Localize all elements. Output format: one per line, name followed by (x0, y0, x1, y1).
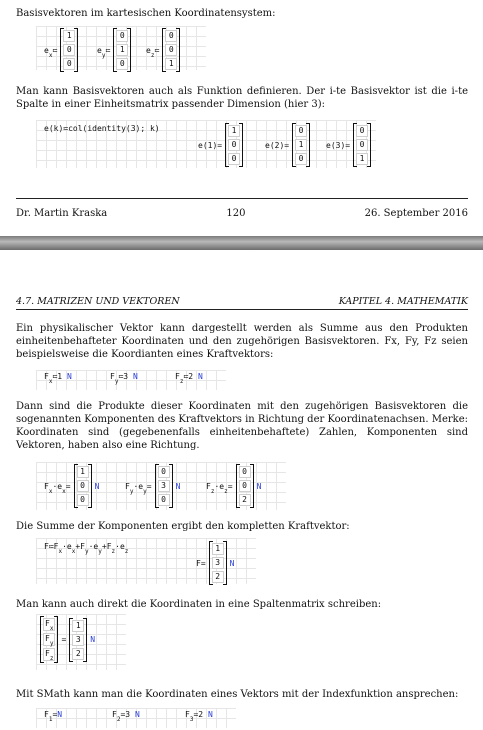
header-chapter: KAPITEL 4. MATHEMATIK (338, 296, 468, 307)
func-result-1: e(1)= 1 0 0 (198, 123, 243, 167)
paragraph-column-matrix: Man kann auch direkt die Koordinaten in eine Spaltenmatrix schreiben: (16, 599, 382, 610)
page-1 (0, 0, 483, 232)
paragraph-basis-intro: Basisvektoren im kartesischen Koordinatensystem: (16, 8, 276, 19)
matrix: 0 0 1 (162, 28, 180, 72)
footer-date: 26. September 2016 (364, 208, 468, 219)
page-2 (0, 250, 483, 730)
basis-vector-ez: $e_z≔$ 0 0 1 (146, 28, 180, 72)
func-result-2: e(2)= 0 1 0 (265, 123, 310, 167)
index-result-3: $F_3=2$ N (185, 710, 213, 723)
func-result-3: e(3)= 0 0 1 (326, 123, 371, 167)
force-coord-fy: $F_y≔3$ N (110, 372, 138, 385)
basis-vector-ex: $e_x≔$ 1 0 0 (44, 28, 78, 72)
footer-author: Dr. Martin Kraska (16, 208, 108, 219)
paragraph-index-function: Mit SMath kann man die Koordinaten eines Vektors mit der Indexfunktion ansprechen: (16, 689, 459, 700)
basis-vector-ey: $e_y≔$ 0 1 0 (97, 28, 131, 72)
running-header (16, 296, 468, 307)
footer-rule (16, 198, 468, 199)
header-section: 4.7. MATRIZEN UND VEKTOREN (16, 296, 180, 307)
matrix: 0 0 1 (353, 123, 371, 167)
component-fy: $F_y\cdot e_y=$ 0 3 0 N (125, 464, 180, 508)
matrix: 1 3 2 (69, 618, 87, 662)
index-result-2: $F_2=3$ N (112, 710, 140, 723)
matrix: 1 0 0 (225, 123, 243, 167)
matrix: 1 0 0 (60, 28, 78, 72)
matrix: 1 0 0 (74, 464, 92, 508)
footer-page-number: 120 (226, 208, 246, 219)
force-coord-fx: $F_x≔1$ N (44, 372, 72, 385)
column-matrix-expr: $F_x$ $F_y$ $F_z$ = 1 3 2 N (40, 616, 95, 663)
matrix: $F_x$ $F_y$ $F_z$ (40, 616, 58, 663)
sum-result: F= 1 3 2 N (196, 541, 234, 585)
function-definition: e(k)≔col(identity(3); k) (44, 124, 160, 133)
force-coord-fz: $F_z≔2$ N (175, 372, 203, 385)
page-break (0, 236, 483, 250)
page-footer (16, 208, 468, 219)
paragraph-basis-function: Man kann Basisvektoren auch als Funktion definieren. Der i-te Basisvektor ist die i-te Spalte in einer Einheitsmatrix passender Dimension (hier 3): (16, 86, 468, 110)
paragraph-sum: Die Summe der Komponenten ergibt den kompletten Kraftvektor: (16, 521, 350, 532)
header-rule (16, 309, 468, 310)
paragraph-force-vector: Ein physikalischer Vektor kann dargestellt werden als Summe aus den Produkten einheitenbehafteter Koordinaten und den zugehörigen Basisvektoren. Fx, Fy, Fz seien beispielsweise die Koordianten eines Kraftvektors: (16, 323, 468, 360)
paragraph-components: Dann sind die Produkte dieser Koordinaten mit den zugehörigen Basisvektoren die sogenannten Komponenten des Kraftvektors in Richtung der Koordinatenachsen. Merke: Koordinaten sind (gegebenenfalls einheitenbehaftete) Zahlen, Komponenten sind Vektoren, haben also eine Richtung. (16, 401, 468, 451)
index-result-1: $F_1=N$ (44, 710, 63, 723)
matrix: 0 0 2 (236, 464, 254, 508)
matrix: 0 3 0 (155, 464, 173, 508)
component-fx: $F_x\cdot e_x=$ 1 0 0 N (44, 464, 99, 508)
sum-definition: $F≔F_x\cdot e_x+F_y\cdot e_y+F_z\cdot e_z$ (44, 542, 129, 555)
matrix: 0 1 0 (292, 123, 310, 167)
matrix: 1 3 2 (209, 541, 227, 585)
matrix: 0 1 0 (113, 28, 131, 72)
component-fz: $F_z\cdot e_z=$ 0 0 2 N (206, 464, 261, 508)
